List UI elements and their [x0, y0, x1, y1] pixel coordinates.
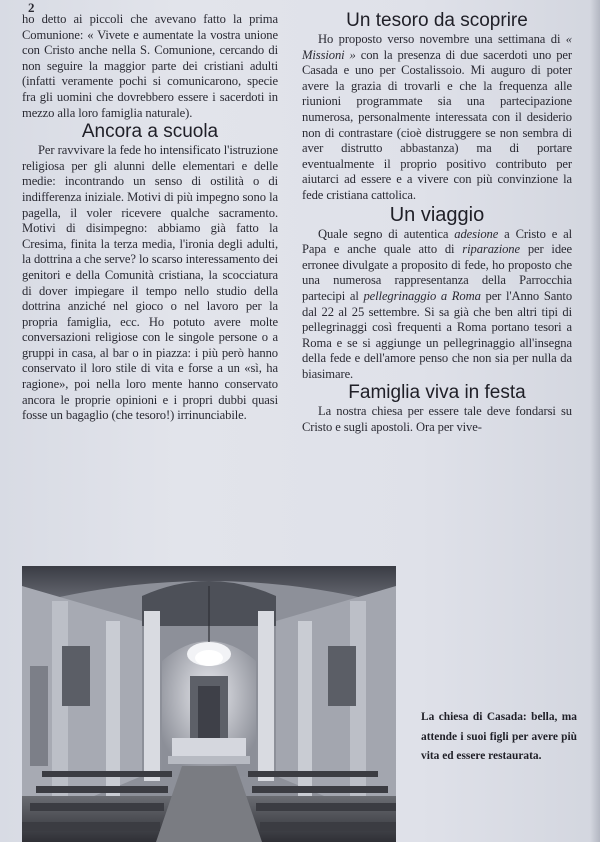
section-heading-ancora-a-scuola: Ancora a scuola	[81, 121, 219, 143]
tesoro-paragraph: Ho proposto verso novembre una settimana di « Missioni » con la presenza di due sacerdoti uno per Casada e uno per Costalissoio. Mi auguro di poter avere la grazia di trovarli e che la frequenza alle riunioni programmate sia una partecipazione numerosa, personalmente interessata con il desiderio non di contrastare (cioè distruggere se non sembra di aver distrutto abbastanza) ma di portare eventualmente il proprio positivo contributo per aiutarci ad essere e a vivere con più convinzione la fede cristiana cattolica.	[302, 32, 572, 202]
right-column	[302, 10, 572, 436]
famiglia-paragraph: La nostra chiesa per essere tale deve fondarsi su Cristo e sugli apostoli. Ora per vive-	[302, 404, 572, 435]
section-heading-tesoro: Un tesoro da scoprire	[346, 10, 528, 31]
section-heading-viaggio: Un viaggio	[389, 203, 485, 226]
school-paragraph: Per ravvivare la fede ho intensificato l'istruzione religiosa per gli alunni delle elementari e delle medie: incontrando un senso di ostilità o di indifferenza iniziale. Motivi di più impegno sono la pagella, il voler ricevere qualche sacramento. Motivi di disimpegno: abbiamo già fatto la Cresima, finita la terza media, l'ironia degli adulti, la dottrina a che serve? lo scarso interessamento dei genitori e della Comunità cristiana, la scocciatura di dover impiegare il tempo nello studio della dottrina anziché nel gioco o nel lavoro per la propria famiglia, ecc. Ho potuto avere molte conversazioni religiose con le singole persone o a gruppi in casa, al bar o in piazza: i più però hanno conservato il loro stile di vita e forse a un «sì, ha ragione», poi nella loro mente hanno conservato ancora le proprie opinioni e i propri dubbi quasi fosse un bagaglio (che tesoro!) irrinunciabile.	[22, 143, 278, 423]
photo-caption: La chiesa di Casada: bella, ma attende i suoi figli per avere più vita ed essere restaurata.	[421, 711, 577, 762]
page-edge-shadow	[590, 0, 600, 842]
viaggio-paragraph: Quale segno di autentica adesione a Cristo e al Papa e anche quale atto di riparazione per idee erronee divulgate a proposito di fede, ho proposto che una numerosa rappresentanza della Parrocchia partecipi al pellegrinaggio a Roma per l'Anno Santo dal 22 al 25 settembre. Si sa già che ben altri tipi di pellegrinaggi così frequenti a Roma portano tesori a Roma e se si aggiunge un pellegrinaggio all'insegna della fede e dell'amore penso che non sia per nulla da biasimare.	[302, 226, 573, 381]
section-heading-famiglia: Famiglia viva in festa	[348, 382, 526, 404]
intro-paragraph: ho detto ai piccoli che avevano fatto la prima Comunione: « Vivete e aumentate la vostra unione con Cristo anche nella S. Comunione, cercando di non seguire la maggior parte dei cristiani adulti (infatti veramente pochi si comunicarono, specie fra gli uomini che dovrebbero essere i sacerdoti in mezzo alla loro famiglia naturale).	[22, 12, 278, 120]
church-interior-illustration	[22, 566, 396, 842]
page-number: 2	[28, 0, 35, 15]
church-interior-photo	[22, 566, 396, 842]
left-column	[22, 12, 278, 424]
